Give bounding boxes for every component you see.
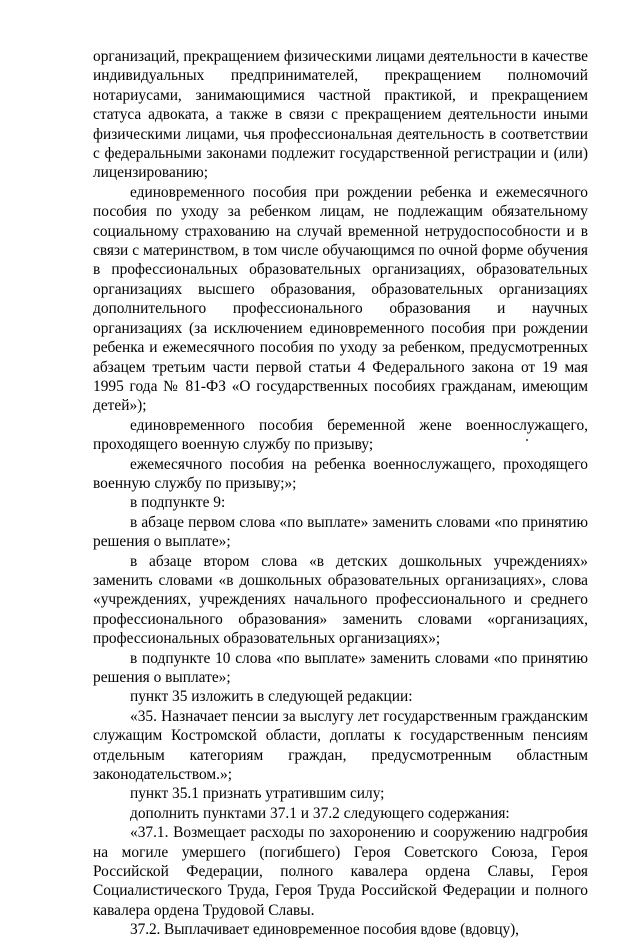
paragraph-child-allowance: ежемесячного пособия на ребенка военнослужащего, проходящего военную службу по призыву;»; (93, 455, 588, 492)
paragraph-first-clause: в абзаце первом слова «по выплате» заменить словами «по принятию решения о выплате»; (93, 513, 588, 551)
paragraph-subpoint-9: в подпункте 9: (130, 494, 226, 512)
paragraph-point-37-2: 37.2. Выплачивает единовременное пособия вдове (вдовцу), (130, 921, 519, 939)
paragraph-point-35-1: пункт 35.1 признать утратившим силу; (130, 785, 385, 803)
paragraph-birth-allowance: единовременного пособия при рождении ребенка и ежемесячного пособия по уходу за ребенком лицам, не подлежащим обязательному социальному страхованию на случай временной нетрудоспособности и в связи с материнством, в том числе обучающимся по очной форме обучения в профессиональных образовательных организациях, образовательных организациях высшего образования, образовательных организациях дополнительного профессионального образования и научных организациях (за исключением единовременного пособия при рождении ребенка и ежемесячного пособия по уходу за ребенком, предусмотренных абзацем третьим части первой статьи 4 Федерального закона от 19 мая 1995 года № 81-ФЗ «О государственных пособиях гражданам, имеющим детей»); (93, 183, 588, 415)
paragraph-point-35-text: «35. Назначает пенсии за выслугу лет государственным гражданским служащим Костромской области, доплаты к государственным пенсиям отдельным категориям граждан, предусмотренным областным законодательством.»; (93, 707, 588, 784)
document-page (93, 47, 588, 940)
paragraph-subpoint-10: в подпункте 10 слова «по выплате» заменить словами «по принятию решения о выплате»; (93, 649, 588, 686)
paragraph-second-clause: в абзаце втором слова «в детских дошкольных учреждениях» заменить словами «в дошкольных образовательных организациях», слова «учреждениях, учреждениях начального профессионального и среднего профессионального образования» заменить словами «организациях, профессиональных образовательных организациях»; (93, 552, 588, 648)
paragraph-point-35-intro: пункт 35 изложить в следующей редакции: (130, 688, 413, 706)
paragraph-add-points: дополнить пунктами 37.1 и 37.2 следующего содержания: (130, 804, 510, 822)
paragraph-point-37-1: «37.1. Возмещает расходы по захоронению и сооружению надгробия на могиле умершего (погибшего) Героя Советского Союза, Героя Российской Федерации, полного кавалера ордена Славы, Героя Социалистического Труда, Героя Труда Российской Федерации и полного кавалера ордена Трудовой Славы. (93, 824, 588, 919)
paragraph-pregnant-wife-allowance: единовременного пособия беременной жене военнослужащего, проходящего военную службу по призыву; (93, 416, 588, 454)
scan-speck (526, 439, 528, 441)
paragraph-organizations: организаций, прекращением физическими лицами деятельности в качестве индивидуальных предпринимателей, прекращением полномочий нотариусами, занимающимися частной практикой, и прекращением статуса адвоката, а также в связи с прекращением деятельности иными физическими лицами, чья профессиональная деятельность в соответствии с федеральными законами подлежит государственной регистрации и (или) лицензированию; (93, 48, 588, 182)
